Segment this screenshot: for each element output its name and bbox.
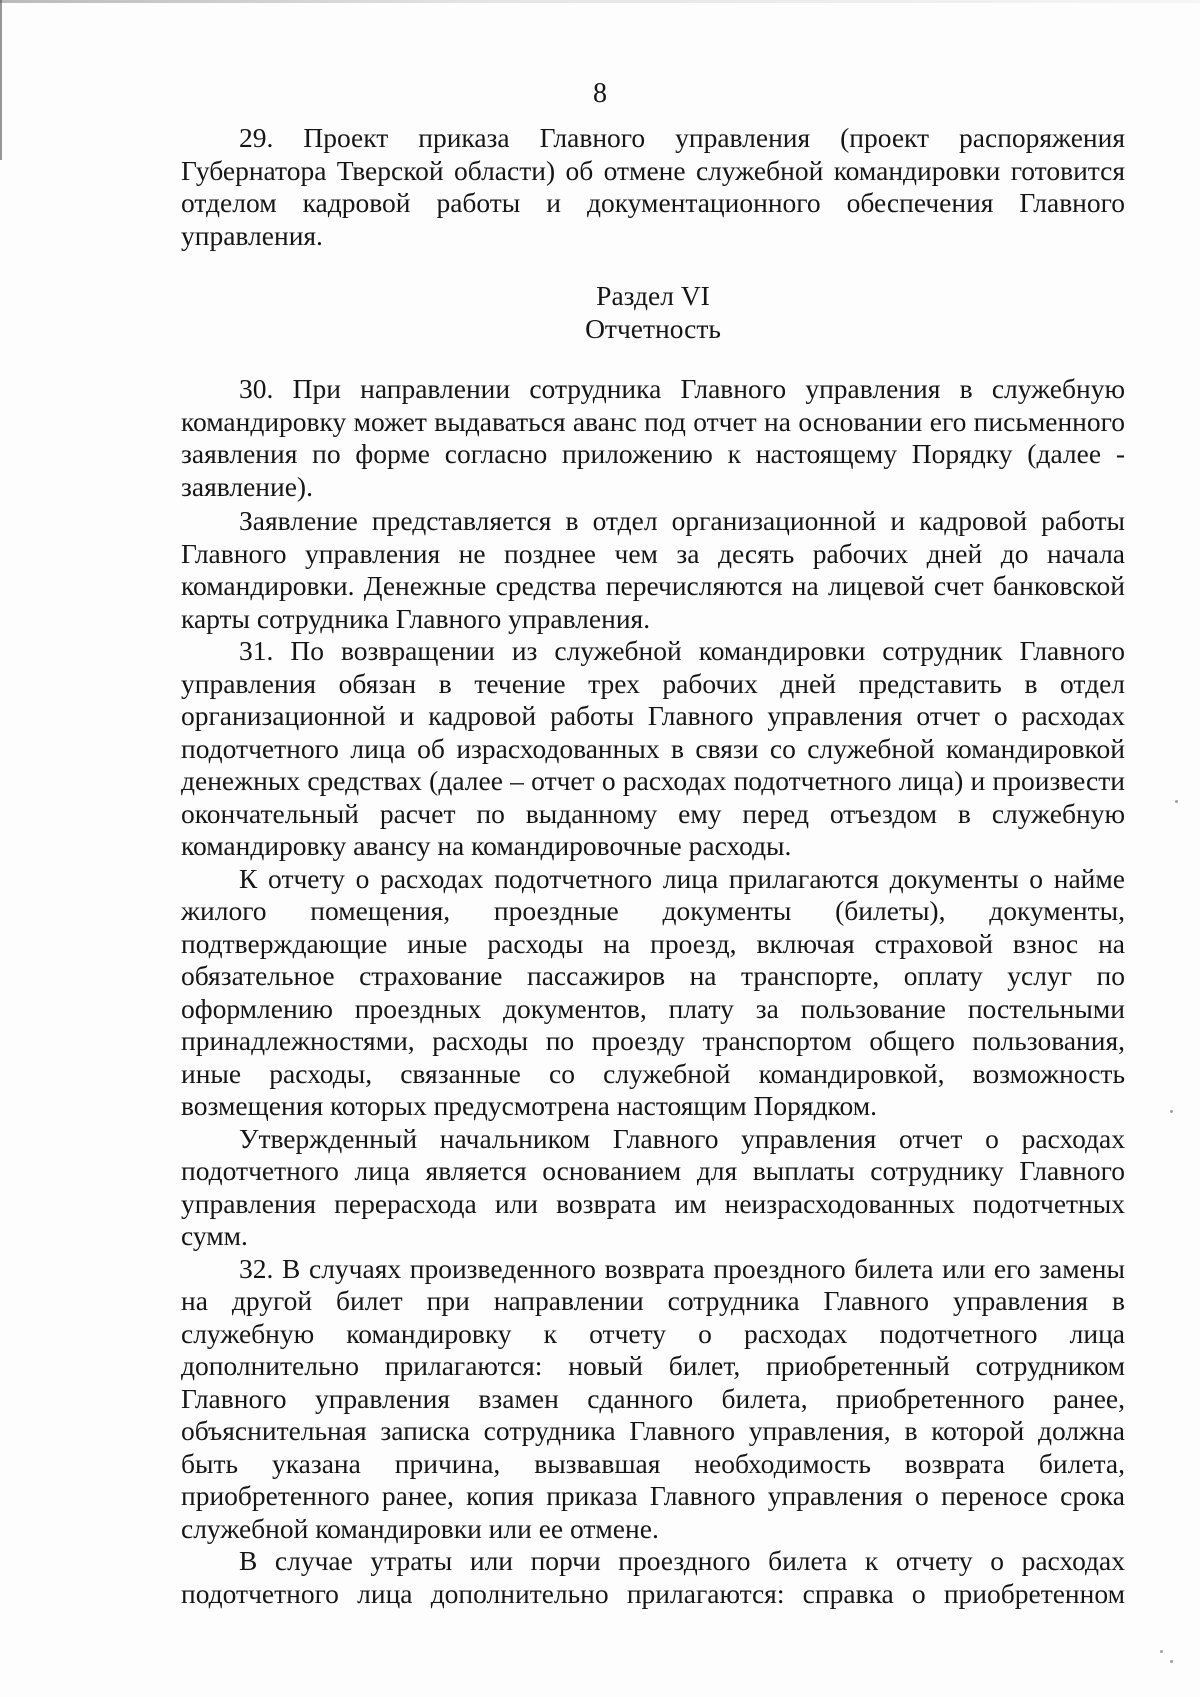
section-title: Отчетность bbox=[585, 312, 721, 344]
scan-speck bbox=[1175, 800, 1178, 803]
page-number: 8 bbox=[593, 78, 607, 109]
paragraph-32-lost-ticket: В случае утраты или порчи проездного билета к отчету о расходах подотчетного лица дополнительно прилагаются: справка о приобретенном bbox=[181, 1545, 1125, 1609]
paragraph-31-approval: Утвержденный начальником Главного управления отчет о расходах подотчетного лица является основанием для выплаты сотруднику Главного управления перерасхода или возврата им неизрасходованных подотчетных сумм. bbox=[181, 1122, 1125, 1251]
document-body bbox=[181, 122, 1125, 1610]
paragraph-29: 29. Проект приказа Главного управления (проект распоряжения Губернатора Тверской области) об отмене служебной командировки готовится отделом кадровой работы и документационного обеспечения Главного управления. bbox=[181, 122, 1125, 251]
section-heading bbox=[181, 280, 1125, 345]
paragraph-30-application: Заявление представляется в отдел организационной и кадровой работы Главного управления не позднее чем за десять рабочих дней до начала командировки. Денежные средства перечисляются на лицевой счет банковской карты сотрудника Главного управления. bbox=[181, 505, 1125, 634]
paragraph-31-attachments: К отчету о расходах подотчетного лица прилагаются документы о найме жилого помещения, проездные документы (билеты), документы, подтверждающие иные расходы на проезд, включая страховой взнос на обязательное страхование пассажиров на транспорте, оплату услуг по оформлению проездных документов, плату за пользование постельными принадлежностями, расходы по проезду транспортом общего пользования, иные расходы, связанные со служебной командировкой, возможность возмещения которых предусмотрена настоящим Порядком. bbox=[181, 862, 1125, 1121]
scan-speck bbox=[1160, 1650, 1163, 1653]
paragraph-32: 32. В случаях произведенного возврата проездного билета или его замены на другой билет при направлении сотрудника Главного управления в служебную командировку к отчету о расходах подотчетного лица дополнительно прилагаются: новый билет, приобретенный сотрудником Главного управления взамен сданного билета, приобретенного ранее, объяснительная записка сотрудника Главного управления, в которой должна быть указана причина, вызвавшая необходимость возврата билета, приобретенного ранее, копия приказа Главного управления о переносе срока служебной командировки или ее отмене. bbox=[181, 1252, 1125, 1544]
scan-speck bbox=[1170, 1660, 1173, 1663]
scan-speck bbox=[1170, 1110, 1173, 1113]
scan-edge-top bbox=[0, 0, 1200, 3]
section-number: Раздел VI bbox=[596, 280, 710, 311]
paragraph-30: 30. При направлении сотрудника Главного управления в служебную командировку может выдаваться аванс под отчет на основании его письменного заявления по форме согласно приложению к настоящему Порядку (далее - заявление). bbox=[181, 373, 1125, 502]
paragraph-31: 31. По возвращении из служебной командировки сотрудник Главного управления обязан в течение трех рабочих дней представить в отдел организационной и кадровой работы Главного управления отчет о расходах подотчетного лица об израсходованных в связи со служебной командировкой денежных средствах (далее – отчет о расходах подотчетного лица) и произвести окончательный расчет по выданному ему перед отъездом в служебную командировку авансу на командировочные расходы. bbox=[181, 635, 1125, 861]
